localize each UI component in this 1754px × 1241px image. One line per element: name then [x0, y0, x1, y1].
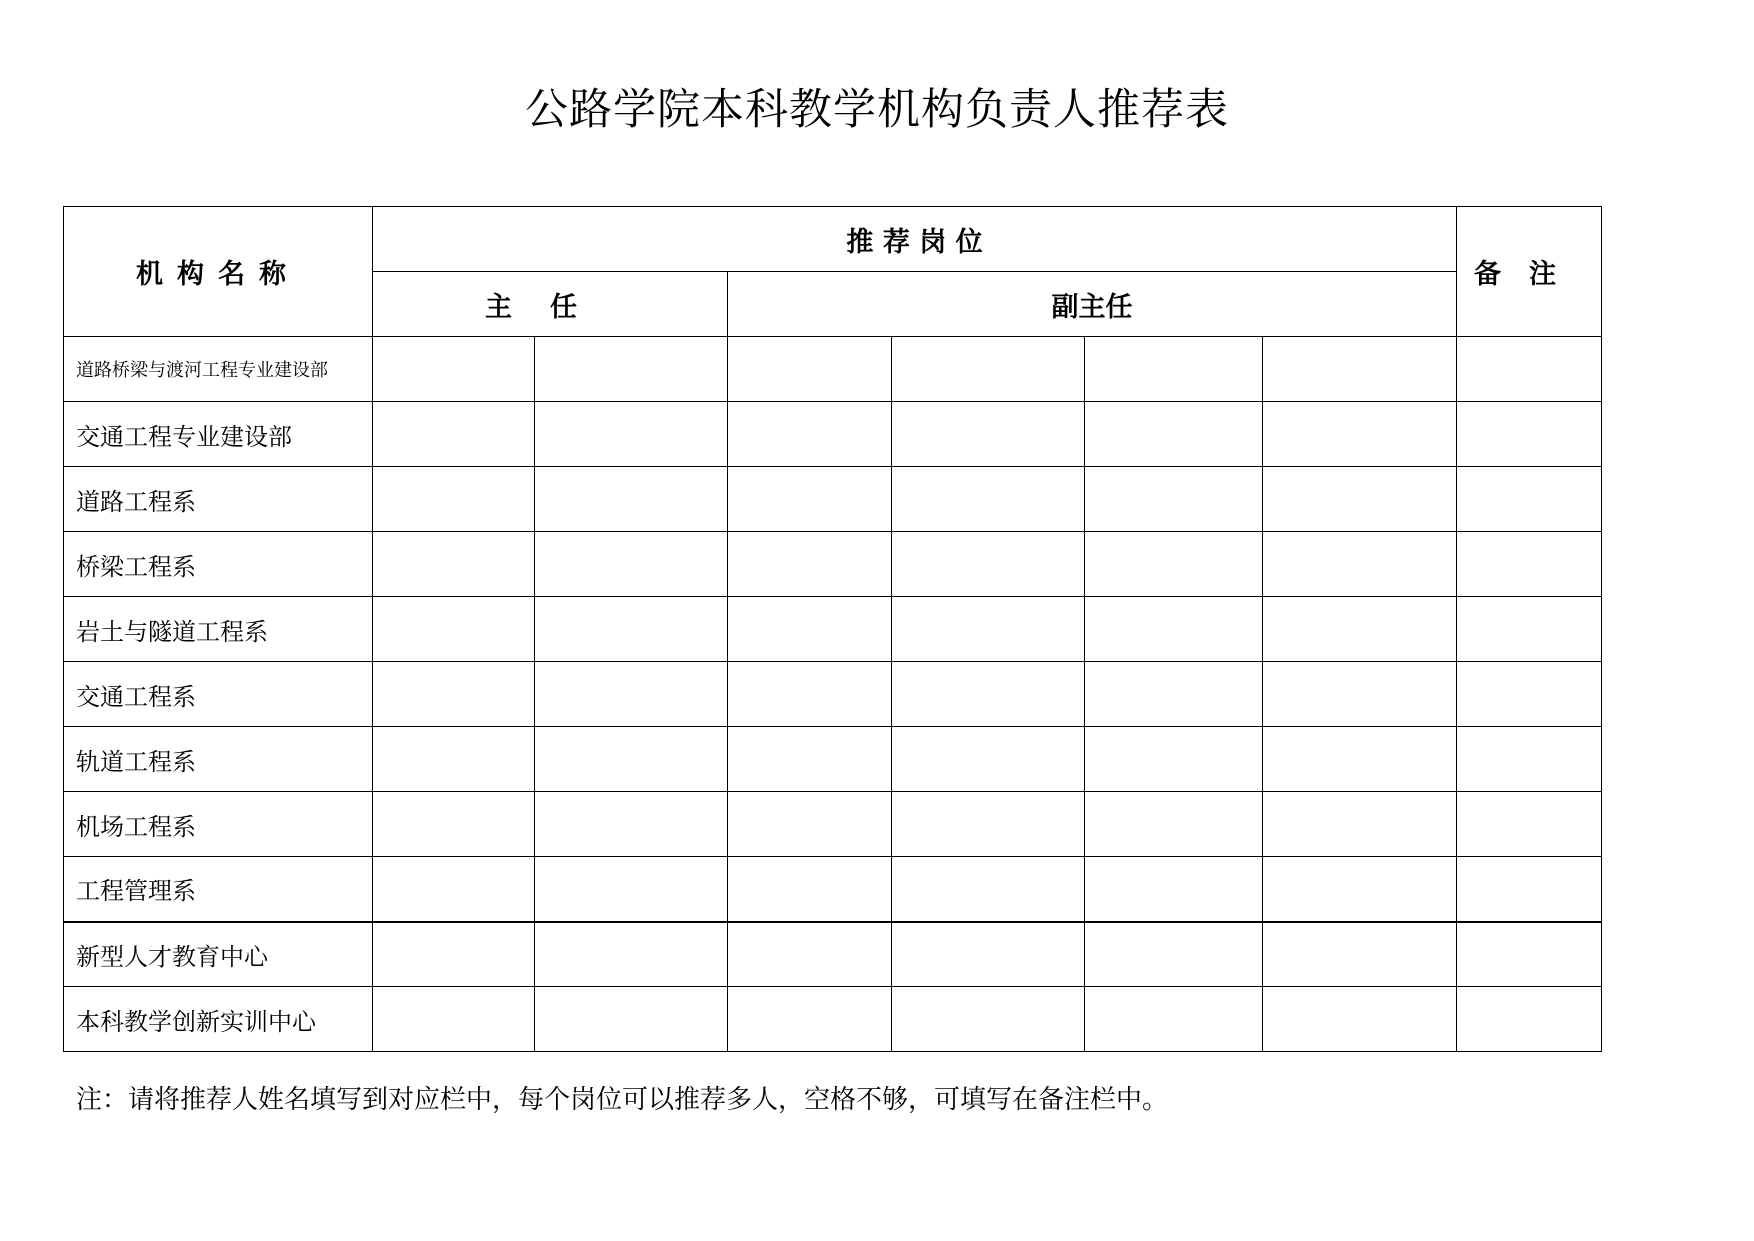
deputy-slot-2[interactable]: [892, 662, 1085, 727]
deputy-slot-4[interactable]: [1263, 402, 1457, 467]
remarks-slot[interactable]: [1457, 792, 1602, 857]
deputy-slot-1[interactable]: [728, 792, 892, 857]
deputy-slot-3[interactable]: [1085, 467, 1263, 532]
deputy-slot-3[interactable]: [1085, 922, 1263, 987]
deputy-slot-4[interactable]: [1263, 792, 1457, 857]
director-slot-2[interactable]: [535, 337, 728, 402]
deputy-slot-3[interactable]: [1085, 402, 1263, 467]
director-slot-2[interactable]: [535, 987, 728, 1052]
remarks-header: 备注: [1457, 207, 1602, 337]
deputy-slot-4[interactable]: [1263, 597, 1457, 662]
remarks-slot[interactable]: [1457, 402, 1602, 467]
deputy-slot-2[interactable]: [892, 402, 1085, 467]
remarks-slot[interactable]: [1457, 337, 1602, 402]
deputy-slot-1[interactable]: [728, 727, 892, 792]
deputy-slot-2[interactable]: [892, 922, 1085, 987]
table-row: [64, 532, 1602, 597]
director-slot-1[interactable]: [373, 532, 535, 597]
director-slot-2[interactable]: [535, 532, 728, 597]
deputy-slot-2[interactable]: [892, 987, 1085, 1052]
remarks-slot[interactable]: [1457, 467, 1602, 532]
deputy-slot-1[interactable]: [728, 467, 892, 532]
remarks-slot[interactable]: [1457, 597, 1602, 662]
director-slot-1[interactable]: [373, 467, 535, 532]
table-row: [64, 337, 1602, 402]
deputy-slot-3[interactable]: [1085, 857, 1263, 922]
table-row: [64, 597, 1602, 662]
director-slot-1[interactable]: [373, 987, 535, 1052]
org-name-cell: 交通工程系: [64, 662, 373, 727]
table-row: [64, 792, 1602, 857]
table-body: [64, 207, 1602, 1052]
director-slot-1[interactable]: [373, 597, 535, 662]
director-slot-1[interactable]: [373, 857, 535, 922]
org-name-cell: 岩土与隧道工程系: [64, 597, 373, 662]
director-slot-2[interactable]: [535, 597, 728, 662]
deputy-slot-3[interactable]: [1085, 727, 1263, 792]
deputy-slot-3[interactable]: [1085, 662, 1263, 727]
deputy-slot-3[interactable]: [1085, 792, 1263, 857]
director-header: 主任: [373, 272, 728, 337]
remarks-slot[interactable]: [1457, 987, 1602, 1052]
deputy-slot-2[interactable]: [892, 857, 1085, 922]
deputy-slot-4[interactable]: [1263, 662, 1457, 727]
deputy-slot-2[interactable]: [892, 532, 1085, 597]
remarks-slot[interactable]: [1457, 532, 1602, 597]
org-name-cell: 桥梁工程系: [64, 532, 373, 597]
deputy-slot-1[interactable]: [728, 662, 892, 727]
deputy-slot-4[interactable]: [1263, 727, 1457, 792]
deputy-slot-1[interactable]: [728, 987, 892, 1052]
org-name-cell: 轨道工程系: [64, 727, 373, 792]
table-row: [64, 727, 1602, 792]
table-row: [64, 922, 1602, 987]
deputy-slot-4[interactable]: [1263, 532, 1457, 597]
table-row: [64, 662, 1602, 727]
director-slot-2[interactable]: [535, 727, 728, 792]
org-name-cell: 工程管理系: [64, 857, 373, 922]
deputy-slot-3[interactable]: [1085, 597, 1263, 662]
director-slot-2[interactable]: [535, 662, 728, 727]
director-slot-1[interactable]: [373, 922, 535, 987]
page-title: 公路学院本科教学机构负责人推荐表: [525, 85, 1229, 135]
deputy-slot-4[interactable]: [1263, 857, 1457, 922]
director-slot-1[interactable]: [373, 727, 535, 792]
deputy-slot-2[interactable]: [892, 792, 1085, 857]
deputy-slot-1[interactable]: [728, 922, 892, 987]
org-name-cell: 新型人才教育中心: [64, 922, 373, 987]
director-slot-2[interactable]: [535, 922, 728, 987]
deputy-slot-2[interactable]: [892, 727, 1085, 792]
director-slot-1[interactable]: [373, 337, 535, 402]
director-slot-1[interactable]: [373, 792, 535, 857]
director-slot-2[interactable]: [535, 467, 728, 532]
deputy-slot-4[interactable]: [1263, 467, 1457, 532]
org-name-cell: 机场工程系: [64, 792, 373, 857]
deputy-slot-2[interactable]: [892, 467, 1085, 532]
recommend-position-header: 推 荐 岗 位: [373, 207, 1457, 272]
table-row: [64, 467, 1602, 532]
deputy-slot-1[interactable]: [728, 337, 892, 402]
director-slot-1[interactable]: [373, 402, 535, 467]
director-slot-1[interactable]: [373, 662, 535, 727]
table-row: [64, 402, 1602, 467]
deputy-slot-4[interactable]: [1263, 922, 1457, 987]
remarks-slot[interactable]: [1457, 662, 1602, 727]
deputy-slot-1[interactable]: [728, 597, 892, 662]
org-name-cell: 本科教学创新实训中心: [64, 987, 373, 1052]
deputy-slot-3[interactable]: [1085, 337, 1263, 402]
table-row: [64, 857, 1602, 922]
director-slot-2[interactable]: [535, 792, 728, 857]
remarks-slot[interactable]: [1457, 727, 1602, 792]
deputy-slot-4[interactable]: [1263, 337, 1457, 402]
org-name-cell: 道路工程系: [64, 467, 373, 532]
deputy-slot-1[interactable]: [728, 532, 892, 597]
remarks-slot[interactable]: [1457, 922, 1602, 987]
deputy-slot-2[interactable]: [892, 597, 1085, 662]
deputy-slot-3[interactable]: [1085, 532, 1263, 597]
footnote: 注：请将推荐人姓名填写到对应栏中，每个岗位可以推荐多人，空格不够，可填写在备注栏中。: [76, 1085, 1169, 1115]
remarks-slot[interactable]: [1457, 857, 1602, 922]
deputy-slot-4[interactable]: [1263, 987, 1457, 1052]
deputy-slot-3[interactable]: [1085, 987, 1263, 1052]
deputy-slot-2[interactable]: [892, 337, 1085, 402]
org-name-header: 机构名称: [64, 207, 373, 337]
deputy-slot-1[interactable]: [728, 857, 892, 922]
director-slot-2[interactable]: [535, 857, 728, 922]
org-name-cell: 道路桥梁与渡河工程专业建设部: [64, 337, 373, 402]
deputy-director-header: 副主任: [728, 272, 1457, 337]
header-row-1: [64, 207, 1602, 272]
deputy-slot-1[interactable]: [728, 402, 892, 467]
director-slot-2[interactable]: [535, 402, 728, 467]
org-name-cell: 交通工程专业建设部: [64, 402, 373, 467]
recommendation-table: [63, 206, 1602, 1052]
table-row: [64, 987, 1602, 1052]
